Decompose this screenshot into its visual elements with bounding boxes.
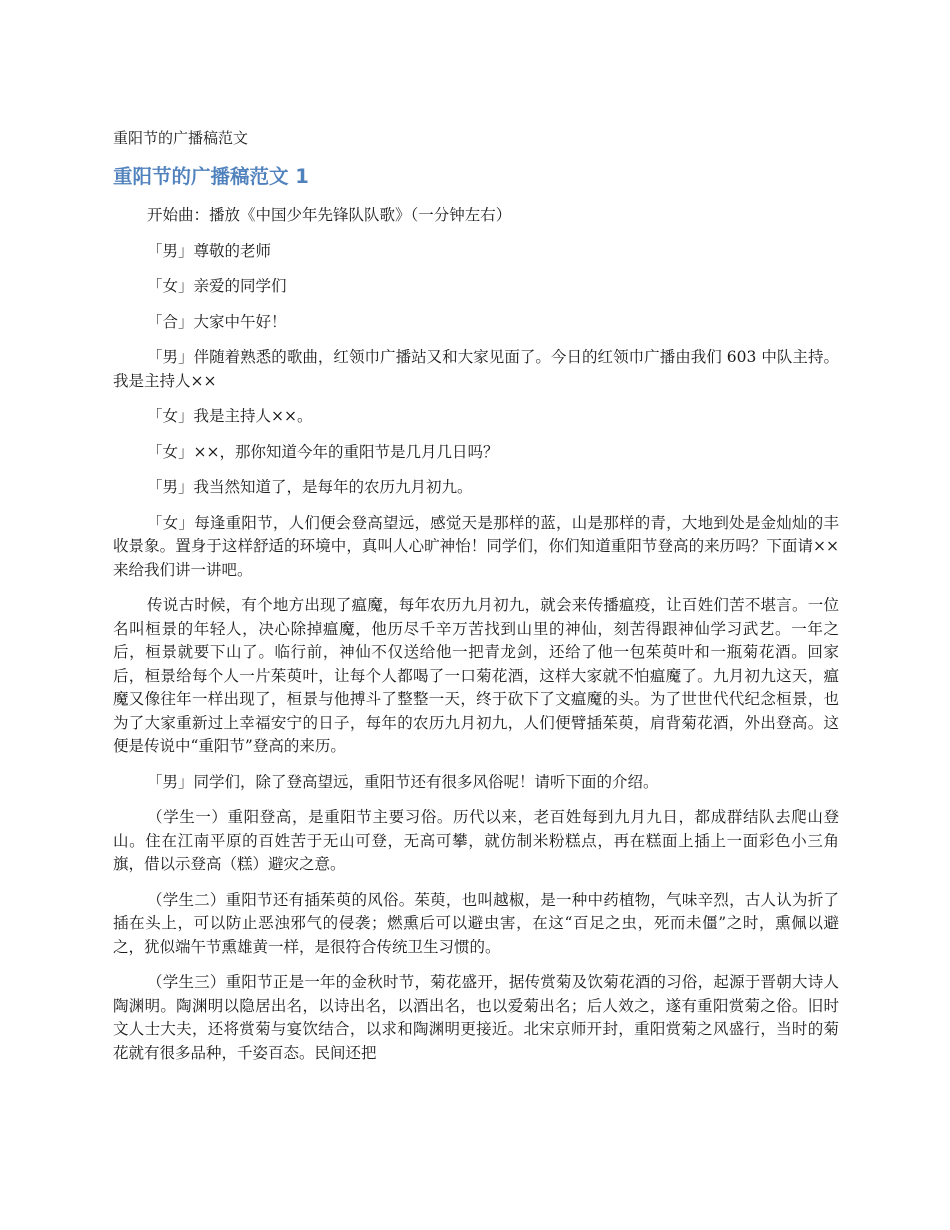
paragraph-legend: 传说古时候，有个地方出现了瘟魔，每年农历九月初九，就会来传播瘟疫，让百姓们苦不堪言。一位名叫桓景的年轻人，决心除掉瘟魔，他历尽千辛万苦找到山里的神仙，刻苦得跟神仙学习武艺。一年之后，桓景就要下山了。临行前，神仙不仅送给他一把青龙剑，还给了他一包茱萸叶和一瓶菊花酒。回家后，桓景给每个人一片茱萸叶，让每个人都喝了一口菊花酒，这样大家就不怕瘟魔了。九月初九这天，瘟魔又像往年一样出现了，桓景与他搏斗了整整一天，终于砍下了文瘟魔的头。为了世世代代纪念桓景，也为了大家重新过上幸福安宁的日子，每年的农历九月初九，人们便臂插茱萸，肩背菊花酒，外出登高。这便是传说中“重阳节”登高的来历。	[113, 596, 839, 755]
paragraph-student-three: （学生三）重阳节正是一年的金秋时节，菊花盛开，据传赏菊及饮菊花酒的习俗，起源于晋朝大诗人陶渊明。陶渊明以隐居出名，以诗出名，以酒出名，也以爱菊出名；后人效之，遂有重阳赏菊之俗。旧时文人士大夫，还将赏菊与宴饮结合，以求和陶渊明更接近。北宋京师开封，重阳赏菊之风盛行，当时的菊花就有很多品种，千姿百态。民间还把	[113, 973, 839, 1062]
paragraph-customs-intro: 「男」同学们，除了登高望远，重阳节还有很多风俗呢！请听下面的介绍。	[147, 772, 659, 791]
paragraph-climbing-intro: 「女」每逢重阳节，人们便会登高望远，感觉天是那样的蓝，山是那样的青，大地到处是金灿灿的丰收景象。置身于这样舒适的环境中，真叫人心旷神怡！同学们，你们知道重阳节登高的来历吗？下面请××来给我们讲一讲吧。	[113, 513, 839, 579]
paragraph-opening-music: 开始曲：播放《中国少年先锋队队歌》（一分钟左右）	[147, 206, 512, 224]
paragraph-greeting-students: 「女」亲爱的同学们	[147, 277, 287, 295]
paragraph-host-female: 「女」我是主持人××。	[147, 407, 313, 425]
paragraph-student-one: （学生一）重阳登高，是重阳节主要习俗。历代以来，老百姓每到九月九日，都成群结队去爬山登山。住在江南平原的百姓苦于无山可登，无高可攀，就仿制米粉糕点，再在糕面上插上一面彩色小三角旗，借以示登高（糕）避灾之意。	[113, 808, 839, 873]
paragraph-student-two: （学生二）重阳节还有插茱萸的风俗。茱萸，也叫越椒，是一种中药植物，气味辛烈，古人认为折了插在头上，可以防止恶浊邪气的侵袭；燃熏后可以避虫害，在这“百足之虫，死而未僵”之时，熏佩以避之，犹似端午节熏雄黄一样，是很符合传统卫生习惯的。	[113, 890, 839, 956]
paragraph-greeting-teachers: 「男」尊敬的老师	[147, 241, 272, 260]
paragraph-host-intro: 「男」伴随着熟悉的歌曲，红领巾广播站又和大家见面了。今日的红领巾广播由我们 603 中队主持。我是主持人××	[113, 348, 839, 390]
paragraph-greeting-together: 「合」大家中午好！	[147, 312, 287, 331]
document-body	[113, 204, 839, 1077]
paragraph-question-date: 「女」××，那你知道今年的重阳节是几月几日吗？	[147, 442, 499, 461]
section-heading: 重阳节的广播稿范文 1	[113, 165, 309, 188]
paragraph-answer-date: 「男」我当然知道了，是每年的农历九月初九。	[147, 478, 473, 496]
document-title: 重阳节的广播稿范文	[113, 129, 249, 147]
